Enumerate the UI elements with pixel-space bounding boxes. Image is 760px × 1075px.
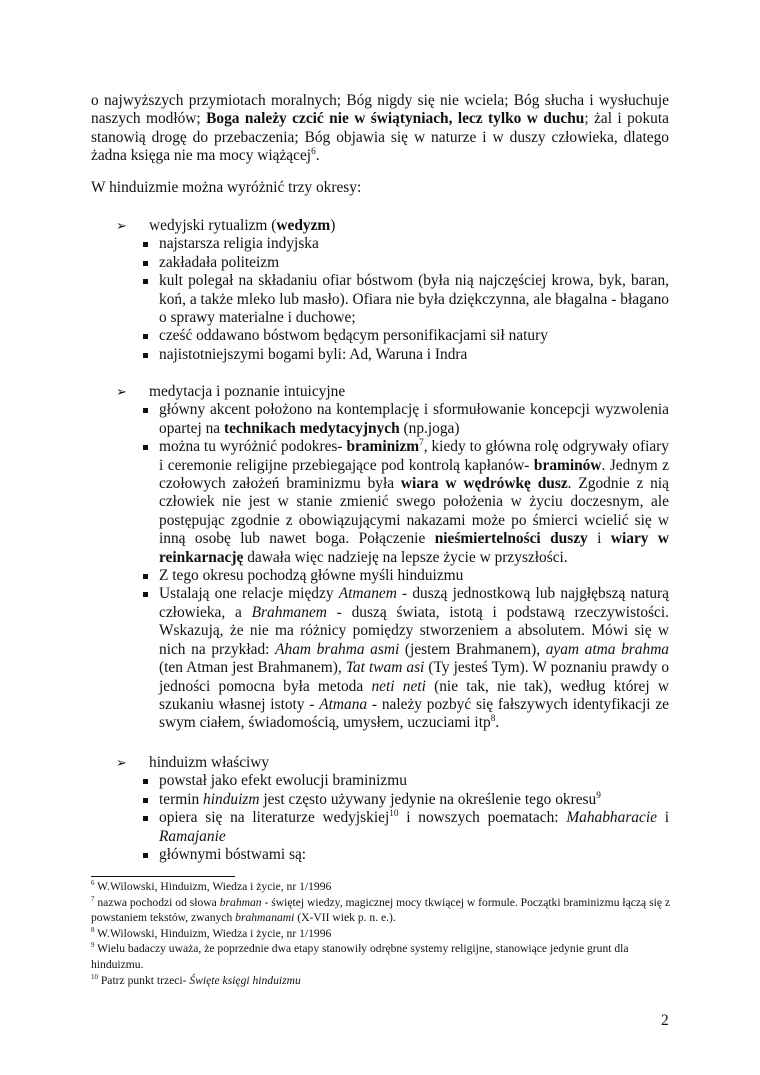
list-item (91, 585, 669, 732)
footnote-reference: 6 (91, 879, 95, 888)
text-run: najistotniejszymi bogami byli: Ad, Waruna i Indra (159, 345, 468, 363)
footnote-reference: 6 (311, 146, 316, 157)
list-item-text (159, 235, 669, 253)
text-run: brahman (219, 895, 262, 909)
footnote-reference: 7 (419, 437, 424, 448)
footnote (91, 895, 671, 926)
square-bullet-icon (143, 334, 148, 339)
text-run: Aham brahma asmi (275, 640, 400, 658)
text-run: jest często używany jedynie na określenie tego okresu (259, 790, 597, 808)
list-item (91, 327, 669, 345)
square-bullet-icon (143, 574, 148, 579)
footnote (91, 941, 671, 972)
footnote-reference: 7 (91, 894, 95, 903)
text-run: Z tego okresu pochodzą główne myśli hinduizmu (159, 567, 464, 585)
text-run: zakładała politeizm (159, 253, 280, 271)
text-run: (nie tak, nie tak), według której w szukaniu własnej istoty - (159, 677, 669, 713)
list-item (91, 346, 669, 364)
text-run: można tu wyróżnić podokres- (159, 438, 347, 456)
text-run: ) (330, 217, 336, 234)
footnote (91, 879, 671, 895)
text-run: ; żal i pokuta stanowią drogę do przebaczenia; Bóg objawia się w naturze i w duszy człowieka, dlatego żadna księga nie ma mocy wiążącej (91, 110, 669, 165)
text-run: wiary w reinkarnację (159, 530, 669, 566)
footnote-reference: 10 (389, 808, 399, 819)
text-run: hinduizm właściwy (149, 754, 270, 771)
list-item-text (159, 585, 669, 732)
text-run: Święte księgi hinduizmu (189, 973, 301, 987)
text-run: wedyzm (276, 217, 331, 234)
text-run: nazwa pochodzi od słowa (94, 895, 220, 909)
text-run: najstarsza religia indyjska (159, 235, 319, 253)
text-run: W hinduizmie można wyróżnić trzy okresy: (91, 179, 362, 196)
text-run: i (656, 809, 670, 827)
text-run: wiara w wędrówkę dusz (400, 475, 568, 493)
text-run: nieśmiertelności duszy (434, 530, 588, 548)
list-item-text (159, 567, 669, 585)
text-run: (jestem Brahmanem), (399, 640, 546, 658)
text-run: Tat twam asi (345, 659, 425, 677)
square-bullet-icon (143, 261, 148, 266)
footnote-reference: 8 (490, 713, 496, 724)
text-run: Boga należy czcić nie w świątyniach, lecz tylko w duchu (206, 110, 585, 128)
list-item (91, 846, 669, 864)
text-run: termin (159, 790, 204, 808)
square-bullet-icon (143, 445, 148, 450)
list-item (91, 567, 669, 585)
list-item (91, 772, 669, 790)
text-run: braminów (533, 456, 602, 474)
list-item-text (159, 846, 669, 864)
square-bullet-icon (143, 816, 148, 821)
text-run: (Ty jesteś Tym). W poznaniu prawdy o jedności pomocna była metoda (159, 659, 670, 695)
list-item (91, 809, 669, 846)
text-run: neti neti (371, 677, 426, 695)
list-item-text (159, 327, 669, 345)
list-item (91, 272, 669, 327)
text-run: Brahmanem (251, 603, 327, 621)
footnote (91, 973, 671, 989)
footnote (91, 926, 671, 942)
footnotes (91, 879, 671, 988)
text-run: (np.joga) (399, 419, 460, 437)
footnote-reference: 9 (91, 941, 95, 950)
period-title (149, 217, 669, 235)
text-run: powstał jako efekt ewolucji braminizmu (159, 772, 407, 790)
list-item-text (159, 791, 669, 809)
text-run: (ten Atman jest Brahmanem), (159, 659, 346, 677)
list-item (91, 235, 669, 253)
square-bullet-icon (143, 242, 148, 247)
square-bullet-icon (143, 853, 148, 858)
text-run: medytacja i poznanie intuicyjne (149, 383, 346, 400)
text-run: kult polegał na składaniu ofiar bóstwom (była nią najczęściej krowa, byk, baran, koń, a także mleko lub masło). Ofiara nie była dziękczynna, ale błagalna - błagano o sprawy materialne i duchowe; (159, 272, 669, 327)
period-item (91, 754, 669, 772)
square-bullet-icon (143, 798, 148, 803)
period-item (91, 217, 669, 235)
list-item (91, 791, 669, 809)
footnote-separator (91, 876, 235, 877)
period-item (91, 383, 669, 401)
text-run: Atmana (319, 695, 368, 713)
list-item-text (159, 346, 669, 364)
text-run: Mahabharacie (566, 809, 657, 827)
arrow-bullet-icon: ➢ (116, 755, 127, 770)
text-run: główny akcent położono na kontemplację i sformułowanie koncepcji wyzwolenia opartej na (159, 401, 669, 437)
footnote-reference: 9 (596, 789, 601, 800)
text-run: - świętej wiedzy, magicznej mocy tkwiącej w formule. Początki braminizmu łączą się z powstaniem tekstów, zwanych (91, 895, 671, 925)
lead-paragraph (91, 179, 669, 197)
arrow-bullet-icon: ➢ (116, 218, 127, 233)
list-item-text (159, 772, 669, 790)
text-run: W.Wilowski, Hinduizm, Wiedza i życie, nr 1/1996 (94, 880, 332, 893)
list-item-text (159, 809, 669, 846)
text-run: Wielu badaczy uważa, że poprzednie dwa etapy stanowiły odrębne systemy religijne, stanowiące jedynie grunt dla hinduizmu. (91, 942, 629, 971)
square-bullet-icon (143, 592, 148, 597)
text-run: (X-VII wiek p. n. e.). (294, 911, 396, 925)
square-bullet-icon (143, 408, 148, 413)
text-run: i (587, 530, 611, 548)
period-title (149, 754, 669, 772)
footnote-reference: 8 (91, 925, 95, 934)
text-run: Ramajanie (159, 827, 226, 845)
intro-paragraph (91, 92, 669, 166)
period-list-3 (91, 754, 669, 864)
text-run: hinduizm (203, 790, 260, 808)
square-bullet-icon (143, 353, 148, 358)
text-run: Atmanem (338, 585, 397, 603)
text-run: głównymi bóstwami są: (159, 846, 307, 864)
text-run: Ustalają one relacje między (159, 585, 339, 603)
text-run: . Jednym z czołowych założeń braminizmu była (159, 456, 669, 493)
text-run: opiera się na literaturze wedyjskiej (159, 809, 390, 827)
list-item-text (159, 401, 669, 438)
text-run: . (495, 714, 500, 732)
square-bullet-icon (143, 279, 148, 284)
list-item-text (159, 254, 669, 272)
period-title (149, 383, 669, 401)
text-run: cześć oddawano bóstwom będącym personifikacjami sił natury (159, 327, 548, 345)
text-run: ayam atma brahma (545, 640, 669, 658)
list-item-text (159, 272, 669, 327)
text-run: - należy pozbyć się fałszywych identyfikacji ze swym ciałem, świadomością, umysłem, uczuciami itp (159, 695, 669, 732)
list-item (91, 438, 669, 567)
period-list-1 (91, 217, 669, 364)
text-run: - duszą świata, istotą i podstawą rzeczywistości. Wskazują, że nie ma różnicy pomiędzy stworzeniem a absolutem. Mówi się w nich na przykład: (159, 603, 669, 658)
text-run: brahmanami (235, 911, 295, 925)
text-run: Patrz punkt trzeci- (97, 973, 190, 987)
text-run: wedyjski rytualizm ( (149, 217, 277, 234)
text-run: technikach medytacyjnych (223, 419, 400, 437)
text-run: , kiedy to główna rolę odgrywały ofiary i ceremonie religijne przebiegające pod kontrolą kapłanów- (159, 438, 669, 474)
arrow-bullet-icon: ➢ (116, 384, 127, 399)
page-number: 2 (661, 1012, 669, 1029)
list-item-text (159, 438, 669, 567)
text-run: dawała więc nadzieję na lepsze życie w przyszłości. (243, 548, 568, 566)
text-run: - duszą jednostkową lub najgłębszą naturą człowieka, a (159, 585, 669, 621)
square-bullet-icon (143, 779, 148, 784)
period-list-2 (91, 383, 669, 733)
text-run: . (315, 147, 320, 165)
text-run: o najwyższych przymiotach moralnych; Bóg nigdy się nie wciela; Bóg słucha i wysłuchuje naszych modłów; (91, 92, 669, 128)
text-run: W.Wilowski, Hinduizm, Wiedza i życie, nr 1/1996 (94, 926, 332, 940)
text-run: . Zgodnie z nią człowiek nie jest w stanie zmienić swego położenia w życiu doczesnym, ale postępując zgodnie z obowiązującymi nakazami może po śmierci wcielić się w inną osobę lub nawet boga. Połączenie (159, 475, 669, 548)
footnote-reference: 10 (91, 972, 98, 981)
list-item (91, 401, 669, 438)
text-run: i nowszych poematach: (398, 809, 567, 827)
text-run: braminizm (346, 438, 420, 456)
list-item (91, 254, 669, 272)
